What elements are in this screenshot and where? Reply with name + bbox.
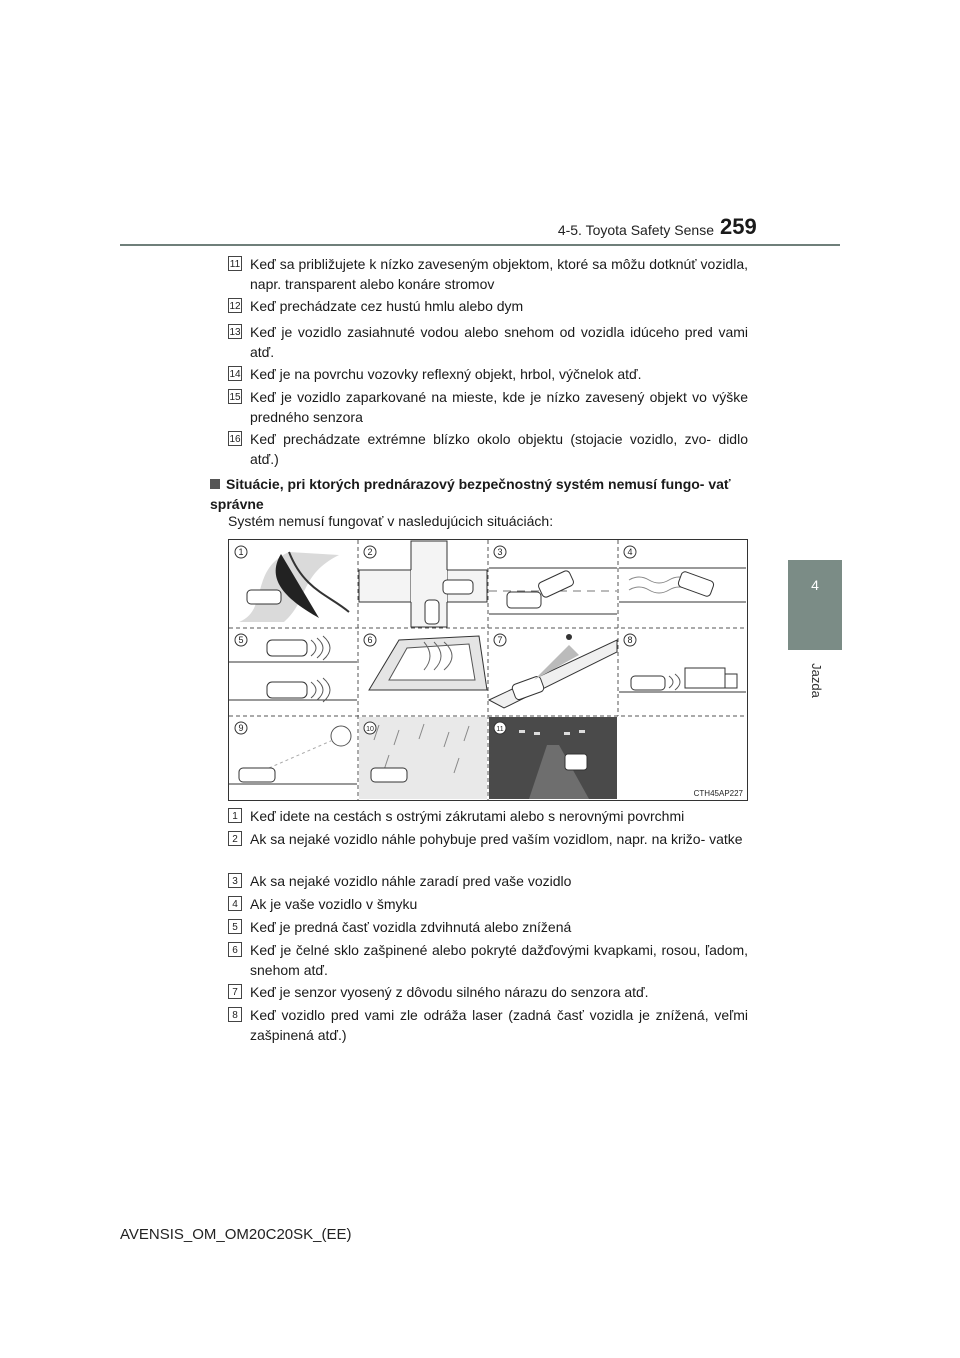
list-item (228, 322, 748, 362)
cell-label: 4 (627, 547, 633, 557)
list-item (228, 364, 748, 384)
cell-label: 9 (238, 723, 244, 733)
item-number: 5 (228, 919, 242, 934)
tunnel-illustration (489, 717, 617, 799)
section-heading-text: Situácie, pri ktorých prednárazový bezpečnostný systém nemusí fungo- vať správne (210, 476, 731, 512)
cell-label: 3 (497, 547, 503, 557)
item-number: 6 (228, 942, 242, 957)
chapter-label (786, 650, 846, 710)
section-heading (210, 474, 748, 514)
list-item (228, 894, 748, 914)
chapter-tab (788, 560, 842, 650)
item-text: Keď je vozidlo zasiahnuté vodou alebo snehom od vozidla idúceho pred vami atď. (250, 324, 748, 360)
intersection-illustration (359, 541, 487, 627)
cut-in-illustration (489, 568, 617, 614)
item-number: 15 (228, 389, 242, 404)
item-number: 1 (228, 808, 242, 823)
list-item (228, 429, 748, 469)
list-item (228, 829, 748, 849)
item-number: 8 (228, 1007, 242, 1022)
document-code: AVENSIS_OM_OM20C20SK_(EE) (120, 1226, 352, 1243)
item-number: 2 (228, 831, 242, 846)
windshield-illustration (369, 636, 487, 690)
item-number: 13 (228, 324, 242, 339)
item-text: Keď prechádzate extrémne blízko okolo objektu (stojacie vozidlo, zvo- didlo atď.) (250, 431, 748, 467)
figure-code: CTH45AP227 (693, 789, 743, 798)
item-text: Ak sa nejaké vozidlo náhle pohybuje pred vaším vozidlom, napr. na križo- vatke (250, 831, 743, 847)
item-number: 12 (228, 298, 242, 313)
page-number: 259 (720, 214, 757, 239)
sunlight-illustration (229, 726, 357, 784)
item-text: Keď je čelné sklo zašpinené alebo pokryté dažďovými kvapkami, rosou, ľadom, snehom atď. (250, 942, 748, 978)
list-item (228, 982, 748, 1002)
item-text: Keď je vozidlo zaparkované na mieste, kde je nízko zavesený objekt vo výške predného senzora (250, 389, 748, 425)
item-number: 3 (228, 873, 242, 888)
chapter-label-text: Jazda (808, 662, 824, 698)
cell-label: 8 (627, 635, 633, 645)
list-item (228, 917, 748, 937)
list-item (228, 254, 748, 294)
item-text: Ak je vaše vozidlo v šmyku (250, 896, 418, 912)
intro-text: Systém nemusí fungovať v nasledujúcich situáciách: (228, 513, 554, 529)
heading-bullet-icon (210, 479, 220, 489)
list-item (228, 940, 748, 980)
list-item (228, 1005, 748, 1045)
figure-illustration (229, 540, 747, 800)
item-number: 11 (228, 256, 242, 271)
cell-label: 7 (497, 635, 503, 645)
item-text: Ak sa nejaké vozidlo náhle zaradí pred vaše vozidlo (250, 873, 572, 889)
skid-illustration (619, 568, 746, 602)
header-divider (120, 244, 840, 246)
rain-illustration (359, 717, 487, 799)
situations-figure (228, 539, 748, 801)
item-text: Keď je predná časť vozidla zdvihnutá alebo znížená (250, 919, 572, 935)
vehicle-tilt-illustration (229, 636, 357, 702)
item-number: 4 (228, 896, 242, 911)
cell-label: 5 (238, 635, 244, 645)
list-item (228, 871, 748, 891)
chapter-number: 4 (811, 577, 819, 593)
item-number: 14 (228, 366, 242, 381)
item-text: Keď idete na cestách s ostrými zákrutami alebo s nerovnými povrchmi (250, 808, 685, 824)
cell-label: 11 (496, 726, 504, 733)
cell-label: 1 (238, 547, 244, 557)
item-number: 7 (228, 984, 242, 999)
truck-ahead-illustration (619, 668, 746, 692)
item-number: 16 (228, 431, 242, 446)
sensor-misaligned-illustration (489, 634, 617, 708)
item-text: Keď je senzor vyosený z dôvodu silného nárazu do senzora atď. (250, 984, 649, 1000)
cell-label: 2 (367, 547, 373, 557)
curve-road-illustration (239, 552, 349, 622)
item-text: Keď vozidlo pred vami zle odráža laser (zadná časť vozidla je znížená, veľmi zašpinená atď.) (250, 1007, 748, 1043)
list-item (228, 296, 748, 316)
item-text: Keď je na povrchu vozovky reflexný objekt, hrbol, výčnelok atď. (250, 366, 642, 382)
cell-label: 6 (367, 635, 373, 645)
list-item (228, 806, 748, 826)
section-title: 4-5. Toyota Safety Sense (557, 222, 714, 238)
list-item (228, 387, 748, 427)
item-text: Keď sa približujete k nízko zaveseným objektom, ktoré sa môžu dotknúť vozidla, napr. transparent alebo konáre stromov (250, 256, 748, 292)
item-text: Keď prechádzate cez hustú hmlu alebo dym (250, 298, 524, 314)
cell-label: 10 (366, 726, 374, 733)
